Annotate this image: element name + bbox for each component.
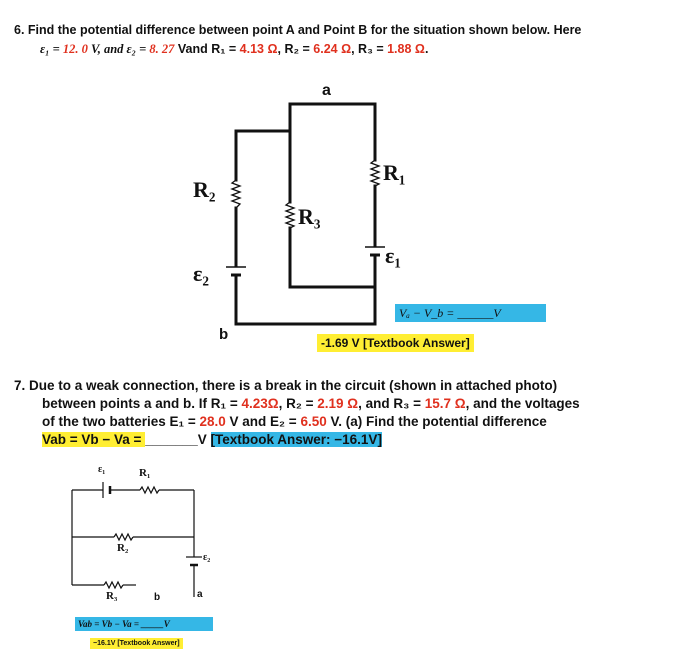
q6-eps1-label: ε₁ = — [40, 42, 63, 56]
q7-e1-value: 28.0 — [199, 414, 226, 429]
q6-answer-box — [395, 304, 546, 322]
q6-r2-label: , R₂ = — [277, 42, 314, 56]
q6-line1: 6. Find the potential difference between point A and Point B for the situation shown below. Here — [14, 23, 582, 37]
q6-r1-value: 4.13 Ω — [239, 42, 278, 56]
q7-e2-value: 6.50 — [300, 414, 327, 429]
q6-r2-value: 6.24 Ω — [313, 42, 352, 56]
q7-answer-box-text: Vab = Vb − Va = _____V — [78, 619, 170, 629]
q7-textbook-answer-small: −16.1V [Textbook Answer] — [90, 638, 183, 649]
q6-comma-and: V, and — [87, 42, 127, 56]
q7-r3-value: 15.7 Ω — [424, 396, 466, 411]
q7-r3-label: R₃ — [106, 590, 118, 602]
q7-e1-label: ε₁ — [98, 464, 106, 475]
q6-eps1-value: 12. 0 — [62, 42, 88, 56]
q6-e2-label: ε₂ — [193, 261, 209, 286]
q6-textbook-answer: -1.69 V [Textbook Answer] — [317, 334, 474, 352]
q6-r3-label: R₃ — [298, 204, 321, 229]
q6-r3-label: , R₃ = — [351, 42, 388, 56]
q7-point-b-label: b — [154, 592, 161, 603]
q6-r3-resistor — [286, 202, 294, 228]
q6-e1-label: ε₁ — [385, 243, 401, 268]
q7-r1-value: 4.23Ω — [241, 396, 279, 411]
q7-line1: 7. Due to a weak connection, there is a break in the circuit (shown in attached photo) — [14, 378, 558, 393]
q7-r1-label: R₁ — [139, 467, 151, 479]
q7-textbook-answer: [Textbook Answer: −16.1V] — [210, 432, 382, 447]
q6-r1-label: R₁ — [383, 160, 406, 185]
q7-e2-label: ε₂ — [203, 552, 211, 563]
q7-line3-a: of the two batteries E₁ = — [42, 414, 200, 429]
q6-eps2-label: ε₂ = — [126, 42, 150, 56]
q7-r2-resistor — [114, 534, 133, 540]
q6-r1-resistor — [371, 160, 379, 186]
q6-end: . — [424, 42, 429, 56]
q6-point-b-label: b — [219, 326, 229, 343]
q6-r2-label: R₂ — [193, 177, 216, 202]
q6-r1-label: Vand R₁ = — [174, 42, 240, 56]
q6-r3-value: 1.88 Ω — [387, 42, 425, 56]
q7-vab-formula: Vab = Vb − Va = — [42, 432, 146, 447]
q7-line4 — [42, 432, 382, 447]
q7-line3-b: V and E₂ = — [225, 414, 301, 429]
q6-eps2-value: 8. 27 — [149, 42, 175, 56]
q6-r2-resistor — [232, 180, 240, 208]
q7-r2-value: 2.19 Ω — [317, 396, 359, 411]
q7-r2-label: R₂ — [117, 542, 129, 554]
q7-line3-c: V. (a) Find the potential difference — [326, 414, 547, 429]
q7-line2-d: , and the voltages — [465, 396, 580, 411]
q7-point-a-label: a — [197, 589, 203, 600]
q7-r3-resistor — [104, 582, 123, 588]
q6-answer-box-text: Vₐ − V_b = ______V — [399, 306, 501, 320]
q7-r1-resistor — [140, 487, 159, 493]
q7-answer-blank: _______V — [145, 432, 211, 447]
q7-line2-b: , R₂ = — [278, 396, 318, 411]
q7-line2 — [42, 396, 580, 411]
q7-answer-box — [75, 617, 213, 631]
q7-line2-c: , and R₃ = — [358, 396, 425, 411]
q7-line3 — [42, 414, 547, 429]
q6-point-a-label: a — [322, 82, 331, 99]
q7-line2-a: between points a and b. If R₁ = — [42, 396, 242, 411]
